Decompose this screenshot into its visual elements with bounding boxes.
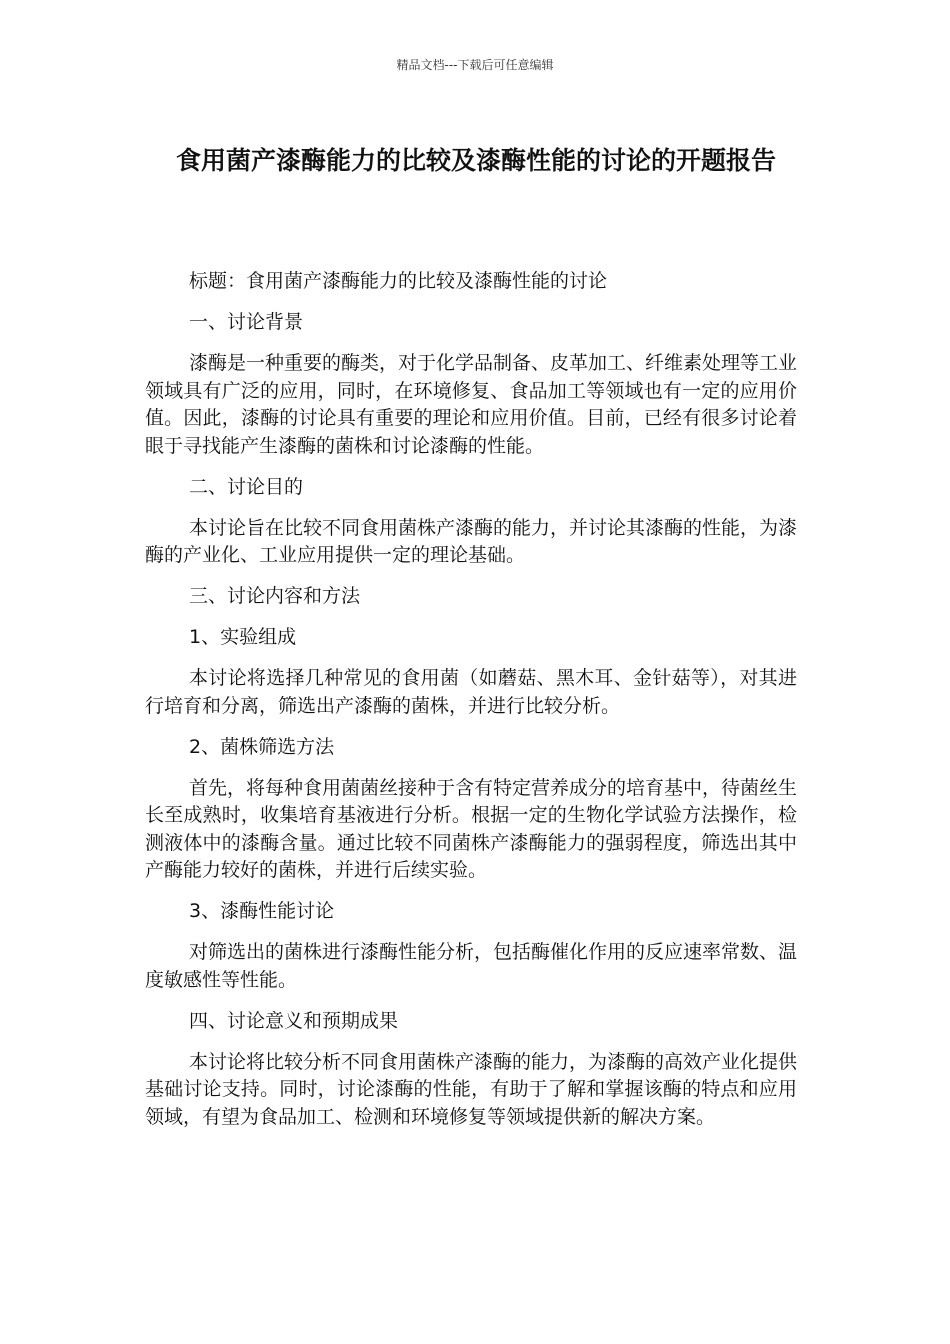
section-heading-background: 一、讨论背景 [189, 311, 304, 333]
subheading-laccase-properties: 3、漆酶性能讨论 [189, 900, 335, 922]
document-title: 食用菌产漆酶能力的比较及漆酶性能的讨论的开题报告 [175, 146, 776, 175]
subject-line: 标题：食用菌产漆酶能力的比较及漆酶性能的讨论 [189, 270, 608, 292]
paragraph-background: 漆酶是一种重要的酶类，对于化学品制备、皮革加工、纤维素处理等工业领域具有广泛的应用，同时，在环境修复、食品加工等领域也有一定的应用价值。因此，漆酶的讨论具有重要的理论和应用价值。目前，已经有很多讨论着眼于寻找能产生漆酶的菌株和讨论漆酶的性能。 [145, 352, 798, 457]
section-heading-purpose: 二、讨论目的 [189, 475, 304, 498]
paragraph-purpose: 本讨论旨在比较不同食用菌株产漆酶的能力，并讨论其漆酶的性能，为漆酶的产业化、工业应用提供一定的理论基础。 [145, 516, 798, 566]
document-body [145, 268, 797, 1145]
subheading-strain-screening: 2、菌株筛选方法 [189, 735, 335, 758]
section-heading-content-methods: 三、讨论内容和方法 [189, 585, 361, 607]
paragraph-laccase-properties: 对筛选出的菌株进行漆酶性能分析，包括酶催化作用的反应速率常数、温度敏感性等性能。 [145, 941, 798, 991]
section-heading-significance: 四、讨论意义和预期成果 [189, 1009, 399, 1032]
paragraph-experiment: 本讨论将选择几种常见的食用菌（如蘑菇、黑木耳、金针菇等），对其进行培育和分离，筛选出产漆酶的菌株，并进行比较分析。 [145, 667, 797, 717]
paragraph-significance: 本讨论将比较分析不同食用菌株产漆酶的能力，为漆酶的高效产业化提供基础讨论支持。同时，讨论漆酶的性能，有助于了解和掌握该酶的特点和应用领域，有望为食品加工、检测和环境修复等领域提供新的解决方案。 [145, 1050, 798, 1128]
header-note: 精品文档---下载后可任意编辑 [396, 58, 554, 72]
paragraph-strain-screening: 首先，将每种食用菌菌丝接种于含有特定营养成分的培育基中，待菌丝生长至成熟时，收集培育基液进行分析。根据一定的生物化学试验方法操作，检测液体中的漆酶含量。通过比较不同菌株产漆酶能力的强弱程度，筛选出其中产酶能力较好的菌株，并进行后续实验。 [145, 776, 798, 881]
subheading-experiment: 1、实验组成 [189, 626, 297, 648]
